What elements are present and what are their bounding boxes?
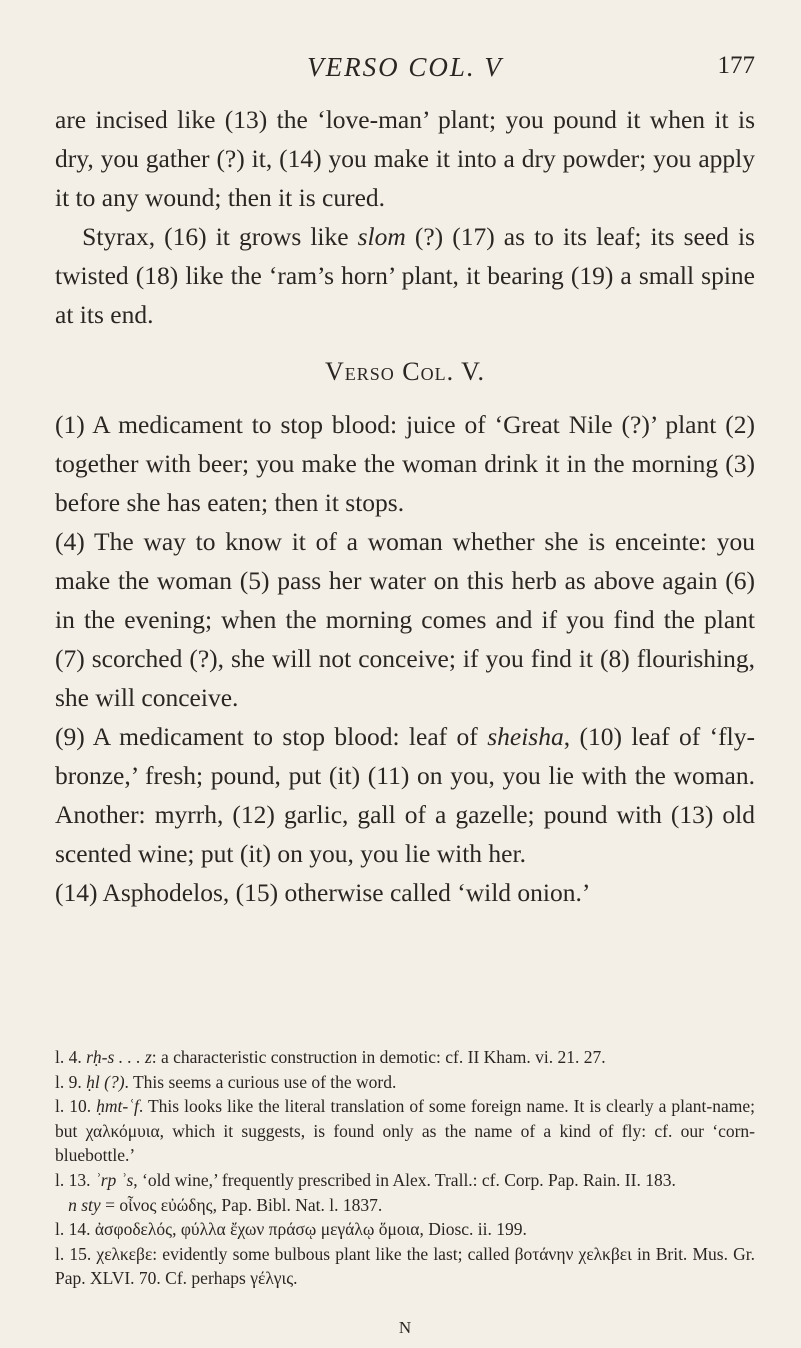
footnote-line-15: l. 15. χελκεβε: evidently some bulbous plant like the last; called βοτάνην χελκβει in Brit. Mus. Gr. Pap. XLVI. 70. Cf. perhaps γέλγις. (55, 1243, 755, 1289)
paragraph-line-14: (14) Asphodelos, (15) otherwise called ‘wild onion.’ (55, 878, 591, 907)
paragraph-line-9 (55, 717, 755, 873)
footnote-term: ʾrp ʾs (94, 1169, 134, 1190)
line-9-text-b: , (10) leaf of ‘fly-bronze,’ fresh; pound, put (it) (11) on you, you lie with the woman. Another: myrrh, (12) garlic, gall of a gazelle; pound with (13) old scented wine; put (it) on you, you lie with her. (55, 722, 755, 868)
footnote-text: , ‘old wine,’ frequently prescribed in Alex. Trall.: cf. Corp. Pap. Rain. II. 183. (133, 1169, 676, 1190)
section-title: Verso Col. V. (324, 357, 486, 386)
footnote-line-9 (55, 1070, 755, 1095)
footnote-term: n sty (68, 1194, 101, 1215)
footnote-ref: l. 13. (55, 1169, 95, 1190)
page-number: 177 (717, 52, 755, 79)
footnote-text: . This seems a curious use of the word. (124, 1071, 397, 1092)
footnote-line-14: l. 14. ἀσφοδελός, φύλλα ἔχων πράσῳ μεγάλῳ ὅμοια, Diosc. ii. 199. (55, 1219, 527, 1240)
line-9-text-a: (9) A medicament to stop blood: leaf of (55, 722, 488, 751)
main-text (55, 100, 755, 912)
styrax-text-b: (?) (17) as to its leaf; its seed is twisted (18) like the ‘ram’s horn’ plant, it bearing (19) a small spine at its end. (55, 222, 755, 329)
paragraph-line-4: (4) The way to know it of a woman whether she is enceinte: you make the woman (5) pass her water on this herb as above again (6) in the evening; when the morning comes and if you find the plant (7) scorched (?), she will not conceive; if you find it (8) flourishing, she will conceive. (55, 527, 755, 712)
signature-mark: N (398, 1318, 412, 1337)
page-header (55, 52, 755, 88)
footnote-ref: l. 4. (55, 1047, 87, 1067)
footnote-line-4 (55, 1045, 755, 1070)
footnote-ref: l. 10. (55, 1096, 97, 1117)
footnote-line-10 (55, 1094, 755, 1168)
footnote-line-13 (55, 1168, 755, 1193)
paragraph-continued: are incised like (13) the ‘love-man’ plant; you pound it when it is dry, you gather (?) it, (14) you make it into a dry powder; you apply it to any wound; then it is cured. (55, 105, 755, 212)
footnote-line-13-cont (55, 1193, 755, 1218)
paragraph-styrax (55, 217, 755, 334)
styrax-text-a: Styrax, (16) it grows like (82, 222, 358, 251)
footnotes (55, 1045, 755, 1291)
footnote-text: : a characteristic construction in demotic: cf. II Kham. vi. 21. 27. (151, 1047, 606, 1067)
footnote-term: ḥmt-ʿf (96, 1096, 139, 1117)
paragraph-line-1: (1) A medicament to stop blood: juice of ‘Great Nile (?)’ plant (2) together with beer; you make the woman drink it in the morning (3) before she has eaten; then it stops. (55, 410, 755, 517)
line-9-italic-term: sheisha (487, 722, 564, 751)
running-head: VERSO COL. V (307, 52, 503, 82)
footnote-term: ḥl (?) (86, 1071, 125, 1092)
styrax-italic-term: slom (357, 222, 406, 251)
footnote-text: = οἶνος εὐώδης, Pap. Bibl. Nat. l. 1837. (100, 1194, 383, 1215)
footnote-term: rḥ-s . . . z (86, 1047, 152, 1067)
footnote-ref: l. 9. (55, 1071, 87, 1092)
footnote-text: . This looks like the literal translation of some foreign name. It is clearly a plant-name; but χαλκόμυια, which it suggests, is found only as the name of a kind of fly: cf. our ‘corn-bluebottle.’ (55, 1096, 755, 1166)
